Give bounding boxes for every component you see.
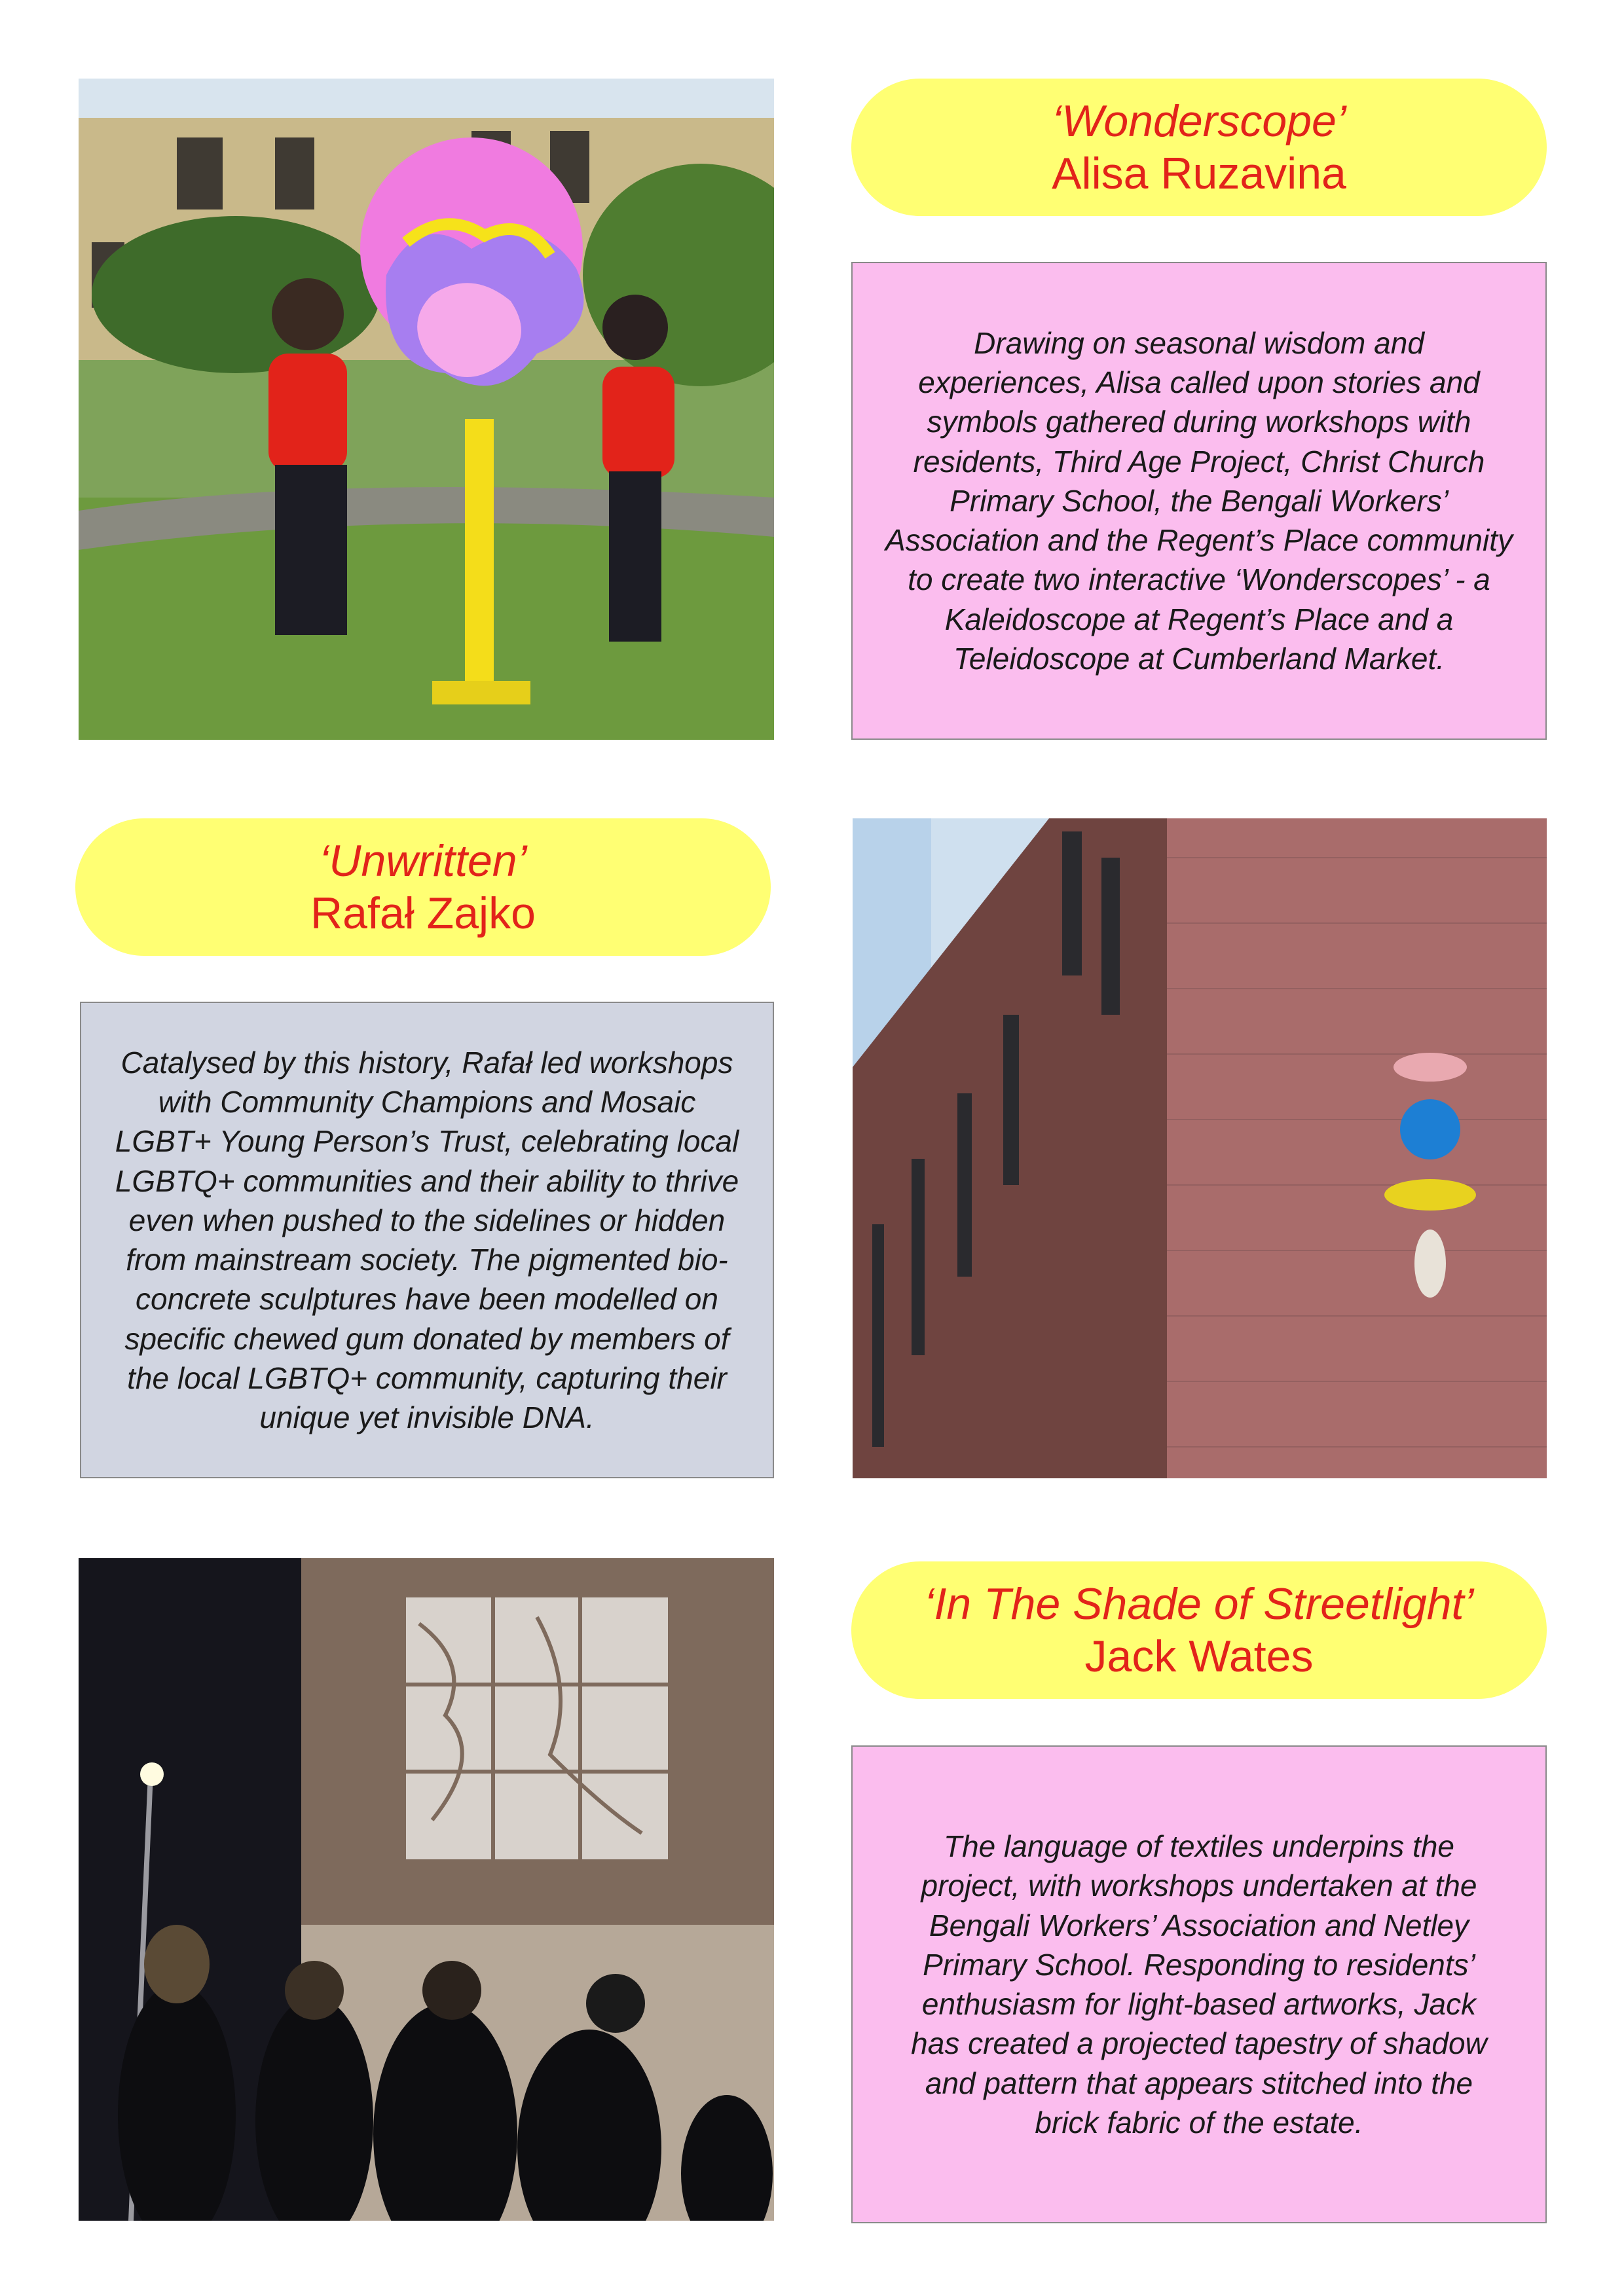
artist-name: Jack Wates xyxy=(1084,1631,1314,1681)
artist-name: Alisa Ruzavina xyxy=(1052,149,1346,198)
unwritten-description-box xyxy=(80,1002,774,1478)
unwritten-title-pill xyxy=(75,818,771,956)
streetlight-photo xyxy=(79,1558,774,2221)
artwork-title: ‘Unwritten’ xyxy=(319,835,527,886)
artwork-description: The language of textiles underpins the project, with workshops undertaken at the Bengali Workers’ Association and Netley Primary School. Responding to residents’ enthusiasm for light-based artworks, Jack has created a projected tapestry of shadow and pattern that appears stitched into the brick fabric of the estate. xyxy=(911,1829,1487,2140)
streetlight-description-box xyxy=(851,1745,1547,2223)
artwork-description: Catalysed by this history, Rafał led workshops with Community Champions and Mosaic LGBT+ Young Person’s Trust, celebrating local LGBTQ+ communities and their ability to thrive even when pushed to the sidelines or hidden from mainstream society. The pigmented bio-concrete sculptures have been modelled on specific chewed gum donated by members of the local LGBTQ+ community, capturing their unique yet invisible DNA. xyxy=(115,1045,739,1434)
streetlight-title-pill xyxy=(851,1561,1547,1699)
wonderscope-description-box xyxy=(851,262,1547,740)
wonderscope-photo xyxy=(79,79,774,740)
artist-name: Rafał Zajko xyxy=(310,888,536,938)
artwork-description: Drawing on seasonal wisdom and experiences, Alisa called upon stories and symbols gathered during workshops with residents, Third Age Project, Christ Church Primary School, the Bengali Workers’ Association and the Regent’s Place community to create two interactive ‘Wonderscopes’ - a Kaleidoscope at Regent’s Place and a Teleidoscope at Cumberland Market. xyxy=(885,325,1513,676)
wonderscope-title-pill xyxy=(851,79,1547,216)
artwork-title: ‘In The Shade of Streetlight’ xyxy=(924,1578,1474,1629)
unwritten-photo xyxy=(853,818,1547,1478)
artwork-title: ‘Wonderscope’ xyxy=(1052,96,1346,146)
